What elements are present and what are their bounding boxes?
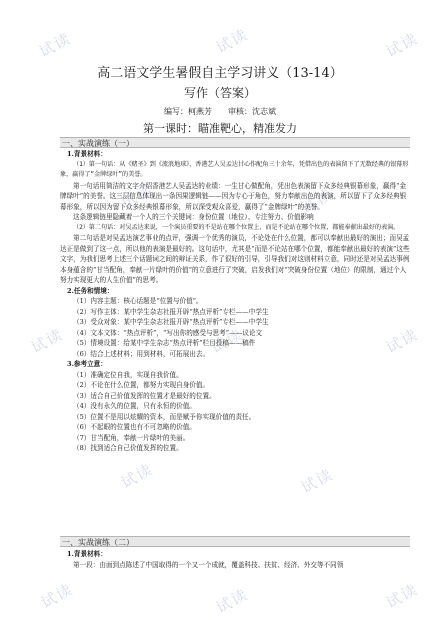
document-title: 高二语文学生暑假自主学习讲义（13-14） bbox=[97, 66, 343, 81]
section-body bbox=[60, 149, 410, 454]
list-item: （5）情境设置：给某中学生杂志“热点评析”栏目投稿——稿件 bbox=[73, 339, 256, 347]
list-item: （1）准确定位自我，实现自我价值。 bbox=[73, 370, 183, 379]
paragraph: 这条逻辑链里隐藏着一个人的三个关键词：身份位置（地位）、专注努力、价值影响 bbox=[73, 213, 314, 221]
watermark: 试读 bbox=[118, 460, 157, 492]
subheading: 3.参考立意： bbox=[67, 360, 107, 368]
section-header: 一、实战演练（一） bbox=[60, 137, 410, 148]
subheading: 1.背景材料： bbox=[67, 550, 107, 558]
paragraph: 第一段：由面到点陈述了中国取得的一个又一个成就，覆盖科技、扶贫、经济、外交等不同领 bbox=[73, 560, 344, 569]
section-header: 一、实战演练（二） bbox=[60, 536, 410, 547]
paragraph: 第二句话是对吴孟达演艺事业的点评，强调一个优秀的演员，不论处在什么位置，都可以奉献出最好的演出；而吴孟达正是做到了这一点，所以他的表演是最好的。这句话中，尤其是“而是不论站在哪个位置，都能奉献出最好的表演”这些文字，为我们思考上述三个话题词之间的辩证关系，作了很好的引导，引导我们对这则材料立意，同时还是对吴孟达事例本身蕴含的“甘当配角，奉献一片绿叶的价值”的立意进行了突破，启发我们对“突破身份位置（地位）的限制，通过个人努力实现更大的人生价值”的思考。 bbox=[60, 234, 410, 284]
paragraph: （2）第二句话：对吴孟达来说，一个演员重要的不是站在哪个位置上，而是不论站在哪个位置，都能奉献出最好的表演。 bbox=[73, 223, 400, 231]
list-item: （5）位置不是用以炫耀的资本，而是赋予你实现价值的责任。 bbox=[73, 412, 256, 421]
watermark: 试读 bbox=[36, 29, 75, 61]
list-item: （4）文本文体：“热点评析”，“写出你的感受与思考”——议论文 bbox=[73, 328, 263, 337]
section-body bbox=[60, 549, 410, 570]
list-item: （2）写作主体：某中学生杂志社报开辟“热点评析”专栏——中学生 bbox=[73, 307, 269, 316]
document-subtitle: 写作（答案） bbox=[183, 86, 256, 100]
watermark: 试读 bbox=[28, 325, 67, 357]
author-line: 编写：柯燕芳 审核：沈志斌 bbox=[164, 107, 276, 116]
subheading: 2.任务和情境： bbox=[67, 286, 114, 295]
subheading: 1.背景材料： bbox=[67, 150, 107, 158]
list-item: （3）适合自己价值发挥的位置才是最好的位置。 bbox=[73, 391, 216, 400]
list-item: （6）结合上述材料；用到材料，可拓展出去。 bbox=[73, 349, 210, 358]
list-item: （4）没有永久的位置，只有永恒的价值。 bbox=[73, 402, 196, 410]
list-item: （8）找到适合自己价值发挥的位置。 bbox=[73, 444, 183, 452]
watermark: 试读 bbox=[383, 325, 422, 357]
list-item: （1）内容主题：核心话题是“位置与价值”。 bbox=[73, 297, 203, 305]
watermark: 试读 bbox=[298, 185, 337, 217]
watermark: 试读 bbox=[213, 25, 252, 57]
watermark: 试读 bbox=[383, 580, 422, 612]
lesson-title: 第一课时：瞄准靶心，精准发力 bbox=[143, 122, 297, 135]
list-item: （2）不论在什么位置，都努力实现自身价值。 bbox=[73, 381, 210, 389]
list-item: （6）不起眼的位置也有不可忽略的价值。 bbox=[73, 423, 196, 431]
watermark: 试读 bbox=[383, 29, 422, 61]
list-item: （7）甘当配角，奉献一片绿叶的美丽。 bbox=[73, 433, 190, 442]
watermark: 试读 bbox=[118, 180, 157, 212]
watermark: 试读 bbox=[298, 465, 337, 497]
watermark: 试读 bbox=[38, 580, 77, 612]
watermark: 试读 bbox=[208, 325, 247, 357]
watermark: 试读 bbox=[213, 585, 252, 617]
paragraph: 第一句话用简洁的文字介绍香港艺人吴孟达的业绩：一生甘心做配角，凭出色表演留下众多经典银幕形象，赢得“金牌绿叶”的美誉。这三层信息体现出一条因果逻辑链——因为专心于角色，努力奉献出色的表演，所以留下了众多经典银幕形象，所以因为留下众多经典银幕形象，所以深受观众喜爱，赢得了“金牌绿叶”的美誉。 bbox=[60, 181, 407, 211]
list-item: （3）受众对象：某中学生杂志社报开辟“热点评析”专栏——中学生 bbox=[73, 318, 269, 326]
paragraph: （1）第一句话：从《赌圣》到《流浪地球》，香港艺人吴孟达甘心作配角三十余年，凭借出色的表演留下了无数经典的银幕形象，赢得了“金牌绿叶”的美誉。 bbox=[60, 160, 409, 178]
